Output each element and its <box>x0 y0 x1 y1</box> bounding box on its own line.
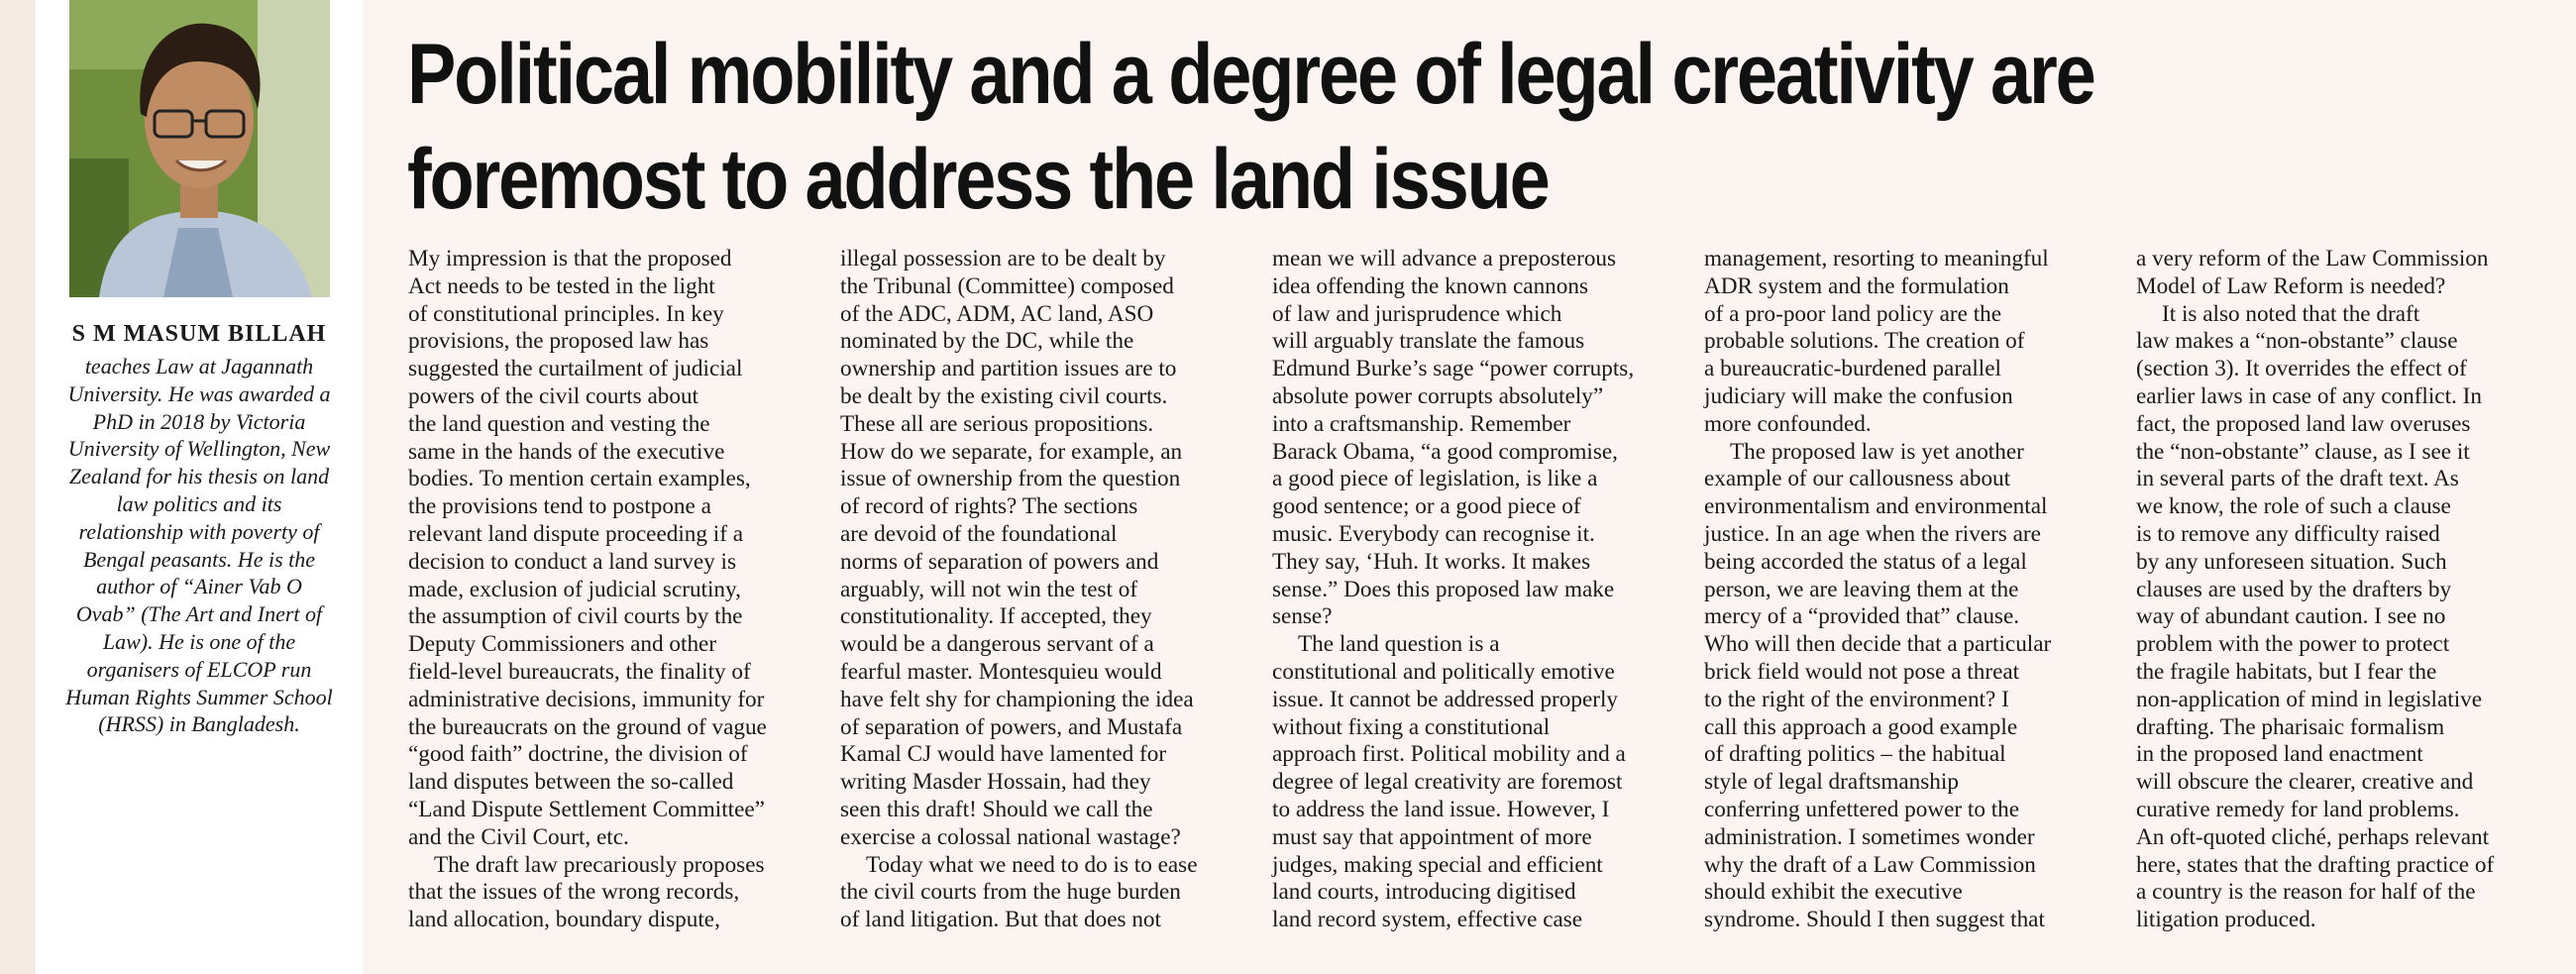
article <box>363 0 2576 974</box>
paragraph: The draft law precariously proposes that the issues of the wrong records, land allocation, boundary dispute, <box>408 851 765 933</box>
article-body <box>408 246 2538 959</box>
paragraph: a very reform of the Law Commission Model of Law Reform is needed? <box>2136 246 2489 299</box>
paragraph: Today what we need to do is to ease the civil courts from the huge burden of land litigation. But that does not <box>840 851 1198 933</box>
headline: Political mobility and a degree of legal creativity are foremost to address the land issue <box>407 27 2094 227</box>
page-margin <box>0 0 36 974</box>
paragraph: The proposed law is yet another example of our callousness about environmentalism and environmental justice. In an age when the rivers are being accorded the status of a legal person, we are leaving them at the mercy of a “provided that” clause. Who will then decide that a particular brick field would not pose a threat to the right of the environment? I call this approach a good example of drafting politics – the habitual style of legal draftsmanship conferring unfettered power to the administration. I sometimes wonder why the draft of a Law Commission should exhibit the executive syndrome. Should I then suggest that <box>1704 438 2052 933</box>
text-column-4 <box>1704 246 2104 959</box>
text-column-3 <box>1272 246 1672 959</box>
paragraph: mean we will advance a preposterous idea offending the known cannons of law and jurisprudence which will arguably translate the famous Edmund Burke’s sage “power corrupts, absolute power corrupts absolutely” into a craftsmanship. Remember Barack Obama, “a good compromise, a good piece of legislation, is like a good sentence; or a good piece of music. Everybody can recognise it. They say, ‘Huh. It works. It makes sense.” Does this proposed law make sense? <box>1272 246 1635 630</box>
text-column-2 <box>840 246 1240 959</box>
paragraph: The land question is a constitutional and politically emotive issue. It cannot be addressed properly without fixing a constitutional approach first. Political mobility and a degree of legal creativity are foremost to address the land issue. However, I must say that appointment of more judges, making special and efficient land courts, introducing digitised land record system, effective case <box>1272 631 1626 933</box>
paragraph: It is also noted that the draft law makes a “non-obstante” clause (section 3). It overrides the effect of earlier laws in case of any conflict. In fact, the proposed land law overuses the “non-obstante” clause, as I see it in several parts of the draft text. As we know, the role of such a clause is to remove any difficulty raised by any unforeseen situation. Such clauses are used by the drafters by way of abundant caution. I see no problem with the power to protect the fragile habitats, but I fear the non-application of mind in legislative drafting. The pharisaic formalism in the proposed land enactment will obscure the clearer, creative and curative remedy for land problems. An oft-quoted cliché, perhaps relevant here, states that the drafting practice of a country is the reason for half of the litigation produced. <box>2136 300 2495 933</box>
text-column-1 <box>408 246 808 959</box>
author-name: S M MASUM BILLAH <box>71 321 327 347</box>
paragraph: management, resorting to meaningful ADR system and the formulation of a pro-poor land policy are the probable solutions. The creation of a bureaucratic-burdened parallel judiciary will make the confusion more confounded. <box>1704 246 2049 437</box>
author-bio: teaches Law at Jagannath University. He was awarded a PhD in 2018 by Victoria University of Wellington, New Zealand for his thesis on land law politics and its relationship with poverty of Bengal peasants. He is the author of “Ainer Vab O Ovab” (The Art and Inert of Law). He is one of the organisers of ELCOP run Human Rights Summer School (HRSS) in Bangladesh. <box>65 354 333 737</box>
paragraph: My impression is that the proposed Act needs to be tested in the light of constitutional principles. In key provisions, the proposed law has suggested the curtailment of judicial powers of the civil courts about the land question and vesting the same in the hands of the executive bodies. To mention certain examples, the provisions tend to postpone a relevant land dispute proceeding if a decision to conduct a land survey is made, exclusion of judicial scrutiny, the assumption of civil courts by the Deputy Commissioners and other field-level bureaucrats, the finality of administrative decisions, immunity for the bureaucrats on the ground of vague “good faith” doctrine, the division of land disputes between the so-called “Land Dispute Settlement Committee” and the Civil Court, etc. <box>408 246 767 850</box>
paragraph: illegal possession are to be dealt by the Tribunal (Committee) composed of the ADC, ADM, AC land, ASO nominated by the DC, while the ownership and partition issues are to be dealt by the existing civil courts. These all are serious propositions. How do we separate, for example, an issue of ownership from the question of record of rights? The sections are devoid of the foundational norms of separation of powers and arguably, will not win the test of constitutionality. If accepted, they would be a dangerous servant of a fearful master. Montesquieu would have felt shy for championing the idea of separation of powers, and Mustafa Kamal CJ would have lamented for writing Masder Hossain, had they seen this draft! Should we call the exercise a colossal national wastage? <box>840 246 1194 850</box>
author-photo <box>69 0 330 297</box>
text-column-5 <box>2136 246 2536 959</box>
